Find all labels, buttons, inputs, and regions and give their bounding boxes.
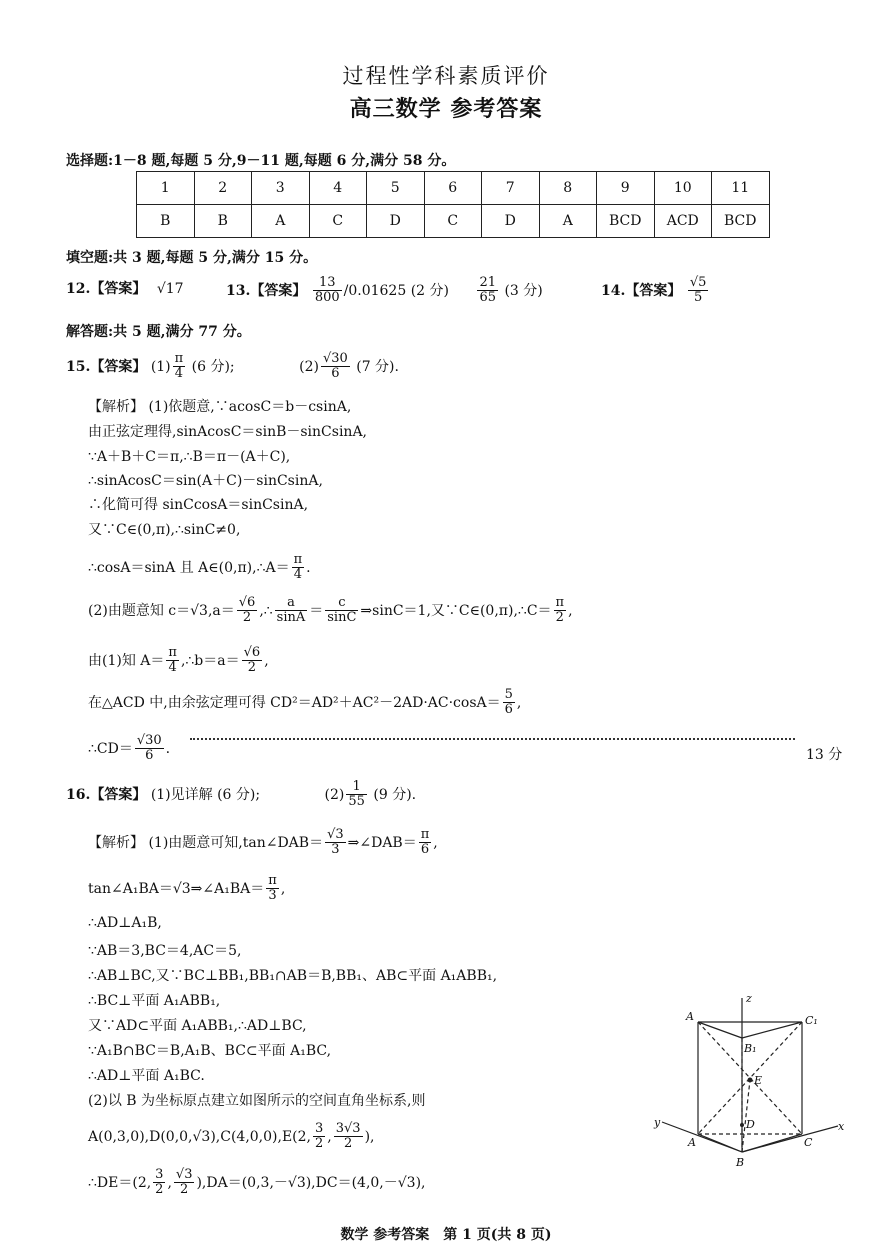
question-number-cell: 11 — [712, 172, 770, 205]
q16-label: 16.【答案】 — [66, 786, 147, 803]
answer-cell: ACD — [654, 205, 712, 238]
q15-a1-fraction: $\frac{\pi}{4}$ — [174, 351, 184, 382]
answer-cell: B — [194, 205, 252, 238]
q14-fraction: $\frac{√5}{5}$ — [689, 275, 707, 306]
question-number-cell: 5 — [367, 172, 425, 205]
q15-line-10: 在△ACD 中,由余弦定理可得 CD²＝AD²＋AC²－2AD·AC·cosA＝ $\frac{5}{6}$ , — [88, 687, 522, 718]
page-supertitle: 过程性学科素质评价 — [342, 64, 550, 88]
question-number-cell: 10 — [654, 172, 712, 205]
q15-line-6: 又∵C∈(0,π),∴sinC≠0, — [88, 522, 241, 538]
answer-cell: C — [424, 205, 482, 238]
q15-a1-score: (6 分); — [191, 358, 235, 375]
score-leader-dots — [190, 738, 795, 740]
q16-line-6: ∴BC⊥平面 A₁ABB₁, — [88, 993, 221, 1009]
q12-label: 12.【答案】 — [66, 281, 147, 297]
question-number-cell: 2 — [194, 172, 252, 205]
q16-coords: A(0,3,0),D(0,0,√3),C(4,0,0),E(2, $\frac{3}{2}$ , $\frac{3√3}{2}$ ), — [88, 1121, 375, 1152]
q16-line-5: ∴AB⊥BC,又∵BC⊥BB₁,BB₁∩AB＝B,BB₁、AB⊂平面 A₁ABB₁, — [88, 968, 498, 984]
q16-answer — [66, 780, 416, 810]
label-a: A — [688, 1136, 696, 1149]
question-number-cell: 8 — [539, 172, 597, 205]
q14-label: 14.【答案】 — [601, 282, 682, 299]
q15-line-9: 由(1)知 A＝ $\frac{\pi}{4}$ ,∴b＝a＝ $\frac{√6}{2}$ , — [88, 645, 269, 676]
fill-intro: 填空题:共 3 题,每题 5 分,满分 15 分。 — [66, 250, 318, 266]
answer-cell: D — [367, 205, 425, 238]
q16-line-1: 【解析】 (1)由题意可知,tan∠DAB＝ $\frac{√3}{3}$ ⇒∠DAB＝ $\frac{\pi}{6}$ , — [88, 827, 438, 858]
q15-a2-score: (7 分). — [356, 358, 399, 375]
q16-a2-fraction: $\frac{1}{55}$ — [348, 779, 365, 810]
q15-label: 15.【答案】 — [66, 358, 147, 375]
question-number-cell: 4 — [309, 172, 367, 205]
label-c: C — [804, 1136, 813, 1149]
q16-line-7: 又∵AD⊂平面 A₁ABB₁,∴AD⊥BC, — [88, 1018, 307, 1034]
q13-fraction-2: $\frac{21}{65}$ — [479, 275, 496, 306]
answer-cell: BCD — [597, 205, 655, 238]
question-number-cell: 1 — [137, 172, 195, 205]
q15-line-4: ∴sinAcosC＝sin(A＋C)－sinCsinA, — [88, 473, 323, 489]
q15-line-8: (2)由题意知 c＝√3,a＝ $\frac{√6}{2}$ ,∴ $\frac{a}{\sin A}$ ＝ $\frac{c}{\sin C}$ ⇒sinC＝1,又∵C∈(0,π),∴C＝ $\frac{\pi}{2}$ , — [88, 595, 573, 626]
q15-line-11: ∴CD＝ $\frac{√30}{6}$ . — [88, 733, 171, 764]
answer-table-number-row — [137, 172, 770, 205]
q13-fraction: $\frac{13}{800}$ — [314, 275, 340, 306]
page-footer: 数学 参考答案 第 1 页(共 8 页) — [340, 1227, 552, 1243]
label-a1: A — [686, 1010, 694, 1023]
label-b1: B₁ — [744, 1042, 757, 1055]
answer-cell: A — [252, 205, 310, 238]
label-b: B — [736, 1156, 745, 1169]
label-e: E — [754, 1074, 763, 1087]
answer-cell: C — [309, 205, 367, 238]
label-z-axis: z — [746, 992, 752, 1005]
q15-a1-prefix: (1) — [150, 358, 171, 375]
q13-rest: /0.01625 (2 分) — [343, 282, 449, 299]
answer-table-answer-row — [137, 205, 770, 238]
question-number-cell: 3 — [252, 172, 310, 205]
q13-label: 13.【答案】 — [226, 282, 307, 299]
q16-line-9: ∴AD⊥平面 A₁BC. — [88, 1068, 205, 1084]
q15-line-3: ∵A＋B＋C＝π,∴B＝π－(A＋C), — [88, 449, 291, 465]
q16-line-8: ∵A₁B∩BC＝B,A₁B、BC⊂平面 A₁BC, — [88, 1043, 332, 1059]
q16-a2-prefix: (2) — [324, 786, 345, 803]
q16-line-10: (2)以 B 为坐标原点建立如图所示的空间直角坐标系,则 — [88, 1093, 426, 1109]
q16-line-4: ∵AB＝3,BC＝4,AC＝5, — [88, 943, 242, 959]
q12-value: √17 — [156, 281, 184, 297]
q16-line-3: ∴AD⊥A₁B, — [88, 915, 162, 931]
answer-cell: B — [137, 205, 195, 238]
q15-line-2: 由正弦定理得,sinAcosC＝sinB－sinCsinA, — [88, 424, 368, 440]
question-number-cell: 9 — [597, 172, 655, 205]
q12-answer — [66, 278, 184, 298]
q15-a2-fraction: $\frac{√30}{6}$ — [322, 351, 348, 382]
page-title: 高三数学 参考答案 — [349, 96, 543, 122]
q16-a1: (1)见详解 (6 分); — [150, 786, 261, 803]
answer-table — [136, 171, 770, 238]
label-d: D — [746, 1118, 755, 1131]
solve-intro: 解答题:共 5 题,满分 77 分。 — [66, 324, 251, 340]
label-y-axis: y — [654, 1116, 661, 1129]
q15-answer — [66, 352, 399, 382]
label-x-axis: x — [838, 1120, 845, 1133]
question-number-cell: 7 — [482, 172, 540, 205]
question-number-cell: 6 — [424, 172, 482, 205]
q15-line-5: ∴化简可得 sinCcosA＝sinCsinA, — [88, 497, 309, 513]
q15-line-7: ∴cosA＝sinA 且 A∈(0,π),∴A＝ $\frac{\pi}{4}$ . — [88, 552, 311, 583]
q13-answer — [226, 276, 543, 306]
q16-a2-score: (9 分). — [373, 786, 417, 803]
point-e — [748, 1078, 753, 1083]
answer-cell: D — [482, 205, 540, 238]
q16-vectors: ∴DE＝(2, $\frac{3}{2}$ , $\frac{√3}{2}$ ),DA＝(0,3,－√3),DC＝(4,0,－√3), — [88, 1167, 426, 1198]
point-d — [740, 1123, 744, 1127]
answer-cell: BCD — [712, 205, 770, 238]
choice-intro: 选择题:1－8 题,每题 5 分,9－11 题,每题 6 分,满分 58 分。 — [66, 153, 456, 169]
q15-a2-prefix: (2) — [299, 358, 319, 375]
label-c1: C₁ — [805, 1014, 818, 1027]
q13-rest-2: (3 分) — [504, 282, 543, 299]
q14-answer — [601, 276, 710, 306]
q15-score: 13 分 — [806, 747, 843, 763]
answer-cell: A — [539, 205, 597, 238]
q16-line-2: tan∠A₁BA＝√3⇒∠A₁BA＝ $\frac{\pi}{3}$ , — [88, 873, 286, 904]
prism-figure — [650, 990, 850, 1170]
q15-line-1: 【解析】 (1)依题意,∵acosC＝b－csinA, — [88, 399, 352, 415]
